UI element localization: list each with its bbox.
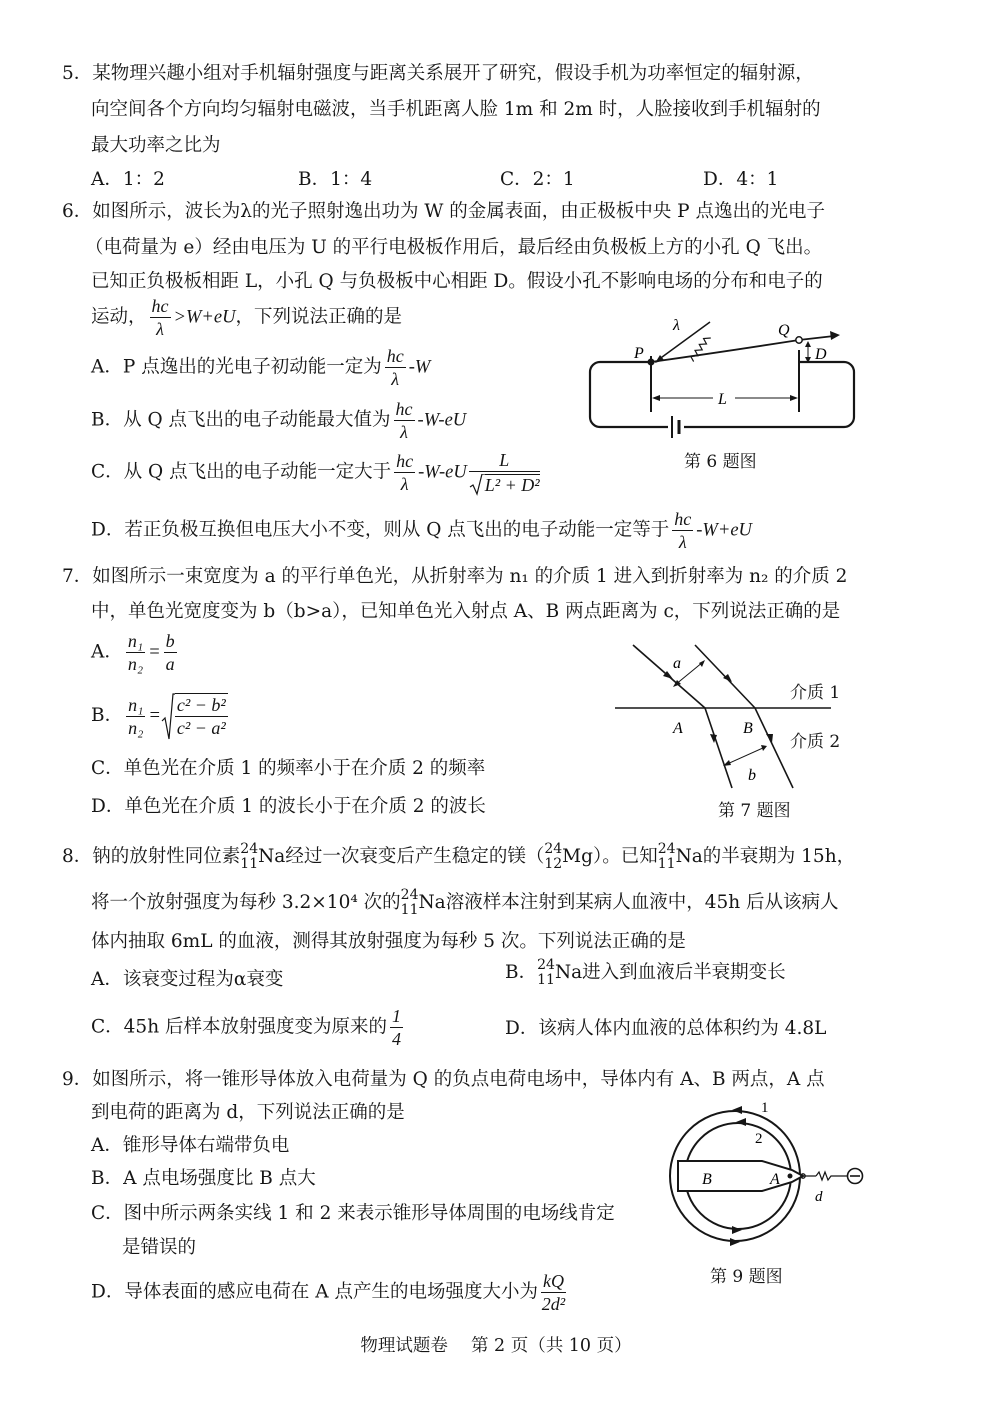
q7-option-d: D．单色光在介质 1 的波长小于在介质 2 的波长 bbox=[91, 796, 486, 817]
q6-fig-p: P bbox=[634, 345, 644, 362]
q9-fig-point-a: A bbox=[770, 1171, 780, 1188]
q7-option-b: B． $\frac{\text{n₁}}{\text{n₂}}$ = $\frac{\text{c² − b²}}{\text{c² − a²}}$ bbox=[91, 694, 226, 738]
page-footer: 物理试题卷 第 2 页（共 10 页） bbox=[360, 1336, 632, 1356]
q6-fig-l: L bbox=[718, 391, 727, 408]
q6-line1: 6．如图所示，波长为λ的光子照射逸出功为 W 的金属表面，由正极板中央 P 点逸出的光电子 bbox=[62, 201, 825, 222]
q9-option-b: B．A 点电场强度比 B 点大 bbox=[91, 1168, 316, 1189]
q6-option-c: C．从 Q 点飞出的电子动能一定大于 $\frac{hc}{\lambda}$ -W-eU $\frac{L}{\text{L² + D²}}$ bbox=[91, 450, 540, 495]
q6-fig-d: D bbox=[815, 346, 827, 363]
q6-point-p bbox=[648, 359, 655, 366]
q9-conductor bbox=[678, 1161, 803, 1191]
q8-line3: 体内抽取 6mL 的血液，测得其放射强度为每秒 5 次。下列说法正确的是 bbox=[91, 931, 686, 952]
q7-fig-b: b bbox=[748, 767, 756, 784]
q9-fig-label-2: 2 bbox=[755, 1131, 763, 1147]
q5-option-d: D．4：1 bbox=[703, 169, 779, 190]
q6-option-b: B．从 Q 点飞出的电子动能最大值为 $\frac{hc}{\lambda}$ -W-eU bbox=[91, 399, 467, 442]
q5-line2: 向空间各个方向均匀辐射电磁波，当手机距离人脸 1m 和 2m 时，人脸接收到手机辐射的 bbox=[91, 99, 821, 120]
q6-fig-lambda: λ bbox=[673, 317, 680, 334]
q8-option-b: B． 24 11 Na进入到血液后半衰期变长 bbox=[505, 957, 786, 988]
q7-fig-a: a bbox=[673, 655, 681, 672]
na24-nuclide: 24 11 bbox=[240, 841, 259, 872]
q6-line4 bbox=[91, 295, 402, 340]
mg24-nuclide: 24 12 bbox=[544, 841, 563, 872]
q7-ray-b-refracted bbox=[755, 708, 793, 788]
q7-option-c: C．单色光在介质 1 的频率小于在介质 2 的频率 bbox=[91, 758, 486, 779]
q6-hole-q bbox=[796, 337, 802, 343]
q7-ray-a-refracted bbox=[705, 708, 732, 788]
q5-line3: 最大功率之比为 bbox=[91, 135, 221, 156]
q8-option-a: A．该衰变过程为α衰变 bbox=[91, 969, 284, 990]
q6-option-d: D．若正负极互换但电压大小不变，则从 Q 点飞出的电子动能一定等于 $\frac{hc}{\lambda}$ -W+eU bbox=[91, 509, 752, 552]
q6-line4-suffix: ，下列说法正确的是 bbox=[235, 306, 402, 328]
q7-line1: 7．如图所示一束宽度为 a 的平行单色光，从折射率为 n₁ 的介质 1 进入到折射率为 n₂ 的介质 2 bbox=[62, 566, 848, 587]
q6-line3: 已知正负极板相距 L，小孔 Q 与负极板中心相距 D。假设小孔不影响电场的分布和电子的 bbox=[91, 271, 823, 292]
q9-figure-caption: 第 9 题图 bbox=[710, 1267, 783, 1287]
q6-condition: >W+eU bbox=[173, 307, 236, 328]
q5-option-b: B．1：4 bbox=[298, 169, 373, 190]
q8-option-d: D．该病人体内血液的总体积约为 4.8L bbox=[505, 1018, 827, 1039]
q6-figure-caption: 第 6 题图 bbox=[684, 452, 757, 472]
q6-fraction-hc-lambda: $\frac{hc}{\lambda}$ bbox=[151, 296, 169, 339]
q6-line2: （电荷量为 e）经由电压为 U 的平行电极板作用后，最后经由负极板上方的小孔 Q 飞出。 bbox=[85, 237, 823, 258]
q5-option-a: A．1：2 bbox=[91, 169, 165, 190]
q7-medium1-label: 介质 1 bbox=[790, 683, 841, 703]
q5-option-c: C．2：1 bbox=[500, 169, 575, 190]
q9-line2: 到电荷的距离为 d，下列说法正确的是 bbox=[91, 1102, 405, 1123]
q7-option-a: A． $\frac{\text{n₁}}{\text{n₂}}$ = $\frac{b}{a}$ bbox=[91, 631, 175, 674]
q6-photon-wave bbox=[686, 335, 715, 362]
q7-figure-caption: 第 7 题图 bbox=[718, 801, 791, 821]
q6-electron-path bbox=[651, 340, 799, 362]
q9-option-c-line2: 是错误的 bbox=[122, 1237, 197, 1258]
q6-line4-prefix: 运动， bbox=[91, 306, 147, 328]
q7-fig-point-b: B bbox=[743, 720, 753, 737]
q7-line2: 中，单色光宽度变为 b（b>a），已知单色光入射点 A、B 两点距离为 c，下列说法正确的是 bbox=[91, 601, 841, 622]
q9-fig-d: d bbox=[815, 1189, 823, 1205]
q8-line2: 将一个放射强度为每秒 3.2×10⁴ 次的 24 11 Na溶液样本注射到某病人血液中，45h 后从该病人 bbox=[91, 887, 839, 918]
q9-figure bbox=[662, 1098, 872, 1258]
q6-figure bbox=[582, 310, 862, 452]
q9-fig-point-b: B bbox=[702, 1171, 712, 1188]
q7-medium2-label: 介质 2 bbox=[790, 732, 841, 752]
q7-fig-point-a: A bbox=[673, 720, 683, 737]
q8-line1: 8．钠的放射性同位素 24 11 Na经过一次衰变后产生稳定的镁（ 24 12 Mg）。已知 24 11 Na的半衰期为 15h， bbox=[62, 841, 856, 872]
q9-option-c-line1: C．图中所示两条实线 1 和 2 来表示锥形导体周围的电场线肯定 bbox=[91, 1203, 615, 1224]
q6-fig-q: Q bbox=[778, 322, 790, 339]
q9-fig-label-1: 1 bbox=[761, 1100, 769, 1116]
q9-option-d: D．导体表面的感应电荷在 A 点产生的电场强度大小为 $\frac{kQ}{\text{2d²}}$ bbox=[91, 1271, 566, 1314]
q9-option-a: A．锥形导体右端带负电 bbox=[91, 1135, 290, 1156]
q8-option-c: C．45h 后样本放射强度变为原来的 $\frac{1}{4}$ bbox=[91, 1006, 401, 1049]
q6-option-a: A．P 点逸出的光电子初动能一定为 $\frac{hc}{\lambda}$ -W bbox=[91, 346, 431, 389]
q9-line1: 9．如图所示，将一锥形导体放入电荷量为 Q 的负点电荷电场中，导体内有 A、B 两点，A 点 bbox=[62, 1069, 825, 1090]
q7-figure bbox=[615, 640, 845, 790]
q5-line1: 5．某物理兴趣小组对手机辐射强度与距离关系展开了研究，假设手机为功率恒定的辐射源， bbox=[62, 63, 814, 84]
